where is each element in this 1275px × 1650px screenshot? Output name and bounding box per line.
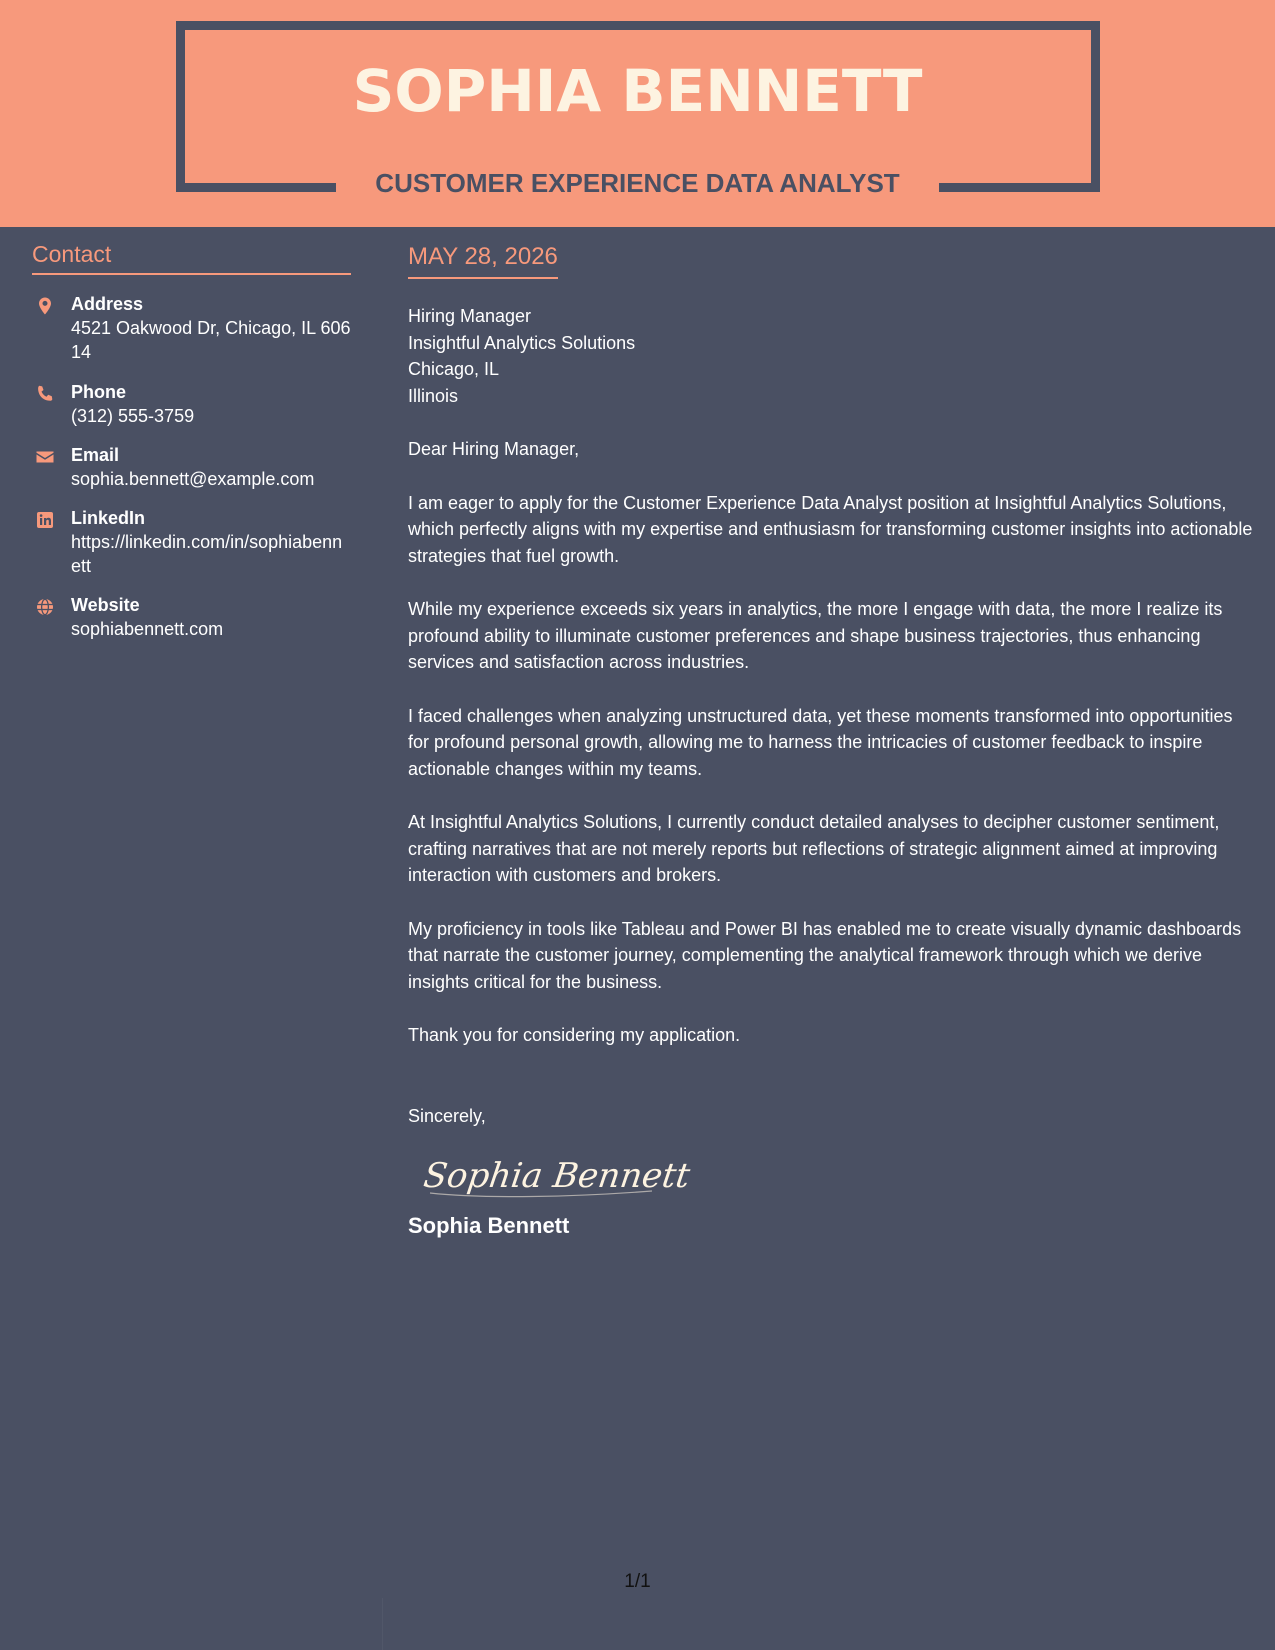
contact-value: 4521 Oakwood Dr, Chicago, IL 60614 bbox=[71, 318, 351, 362]
contact-heading: Contact bbox=[32, 243, 351, 275]
applicant-name: SOPHIA BENNETT bbox=[352, 57, 923, 125]
salutation: Dear Hiring Manager, bbox=[408, 439, 580, 459]
letter-paragraph: I faced challenges when analyzing unstructured data, yet these moments transformed into opportunities for profound personal growth, allowing me to harness the intricacies of customer feedback to inspire actionable changes within my teams. bbox=[408, 705, 1233, 779]
contact-item-linkedin bbox=[32, 506, 351, 578]
contact-label: LinkedIn bbox=[71, 508, 146, 528]
recipient-line: Hiring Manager bbox=[408, 306, 532, 326]
envelope-icon bbox=[35, 447, 55, 467]
column-divider bbox=[382, 1598, 383, 1650]
letter-paragraph: My proficiency in tools like Tableau and Power BI has enabled me to create visually dynamic dashboards that narrate the customer journey, complementing the analytical framework through which we derive insights critical for the business. bbox=[408, 918, 1242, 992]
contact-item-address bbox=[32, 292, 351, 364]
handwritten-signature bbox=[421, 1147, 693, 1205]
contact-item-website bbox=[32, 593, 351, 641]
contact-label: Website bbox=[71, 595, 140, 615]
contact-sidebar bbox=[32, 243, 351, 641]
contact-value: sophiabennett.com bbox=[71, 619, 224, 639]
recipient-line: Insightful Analytics Solutions bbox=[408, 332, 636, 353]
contact-value: sophia.bennett@example.com bbox=[71, 469, 315, 489]
globe-icon bbox=[35, 597, 55, 617]
contact-label: Email bbox=[71, 445, 120, 465]
letter-paragraph: Thank you for considering my application. bbox=[408, 1025, 741, 1045]
letter-body bbox=[408, 245, 1256, 1237]
linkedin-icon bbox=[35, 510, 55, 530]
contact-item-phone bbox=[32, 380, 351, 428]
contact-item-email bbox=[32, 443, 351, 491]
letter-paragraph: While my experience exceeds six years in analytics, the more I engage with data, the more I realize its profound ability to illuminate customer preferences and shape business trajectories, thus enhancing services and satisfaction across industries. bbox=[408, 599, 1223, 672]
closing: Sincerely, bbox=[408, 1105, 486, 1126]
recipient-block bbox=[408, 303, 1256, 409]
signer-name: Sophia Bennett bbox=[408, 1213, 570, 1238]
signature-text: Sophia Bennett bbox=[421, 1156, 693, 1196]
header-banner bbox=[0, 0, 1275, 227]
letter-date: MAY 28, 2026 bbox=[408, 245, 558, 279]
letter-paragraph: At Insightful Analytics Solutions, I currently conduct detailed analyses to decipher customer sentiment, crafting narratives that are not merely reports but reflections of strategic alignment aimed at improving interaction with customers and brokers. bbox=[408, 812, 1220, 885]
contact-value: (312) 555-3759 bbox=[71, 406, 195, 426]
page-number: 1/1 bbox=[624, 1571, 651, 1592]
letter-paragraph: I am eager to apply for the Customer Experience Data Analyst position at Insightful Analytics Solutions, which perfectly aligns with my expertise and enthusiasm for transforming customer insights into actionable strategies that fuel growth. bbox=[408, 492, 1253, 566]
job-title: CUSTOMER EXPERIENCE DATA ANALYST bbox=[375, 168, 900, 198]
recipient-line: Chicago, IL bbox=[408, 359, 500, 379]
contact-value: https://linkedin.com/in/sophiabennett bbox=[71, 532, 343, 576]
recipient-line: Illinois bbox=[408, 385, 459, 406]
contact-label: Address bbox=[71, 294, 144, 314]
phone-icon bbox=[35, 384, 55, 404]
map-pin-icon bbox=[35, 296, 55, 316]
contact-label: Phone bbox=[71, 382, 127, 402]
